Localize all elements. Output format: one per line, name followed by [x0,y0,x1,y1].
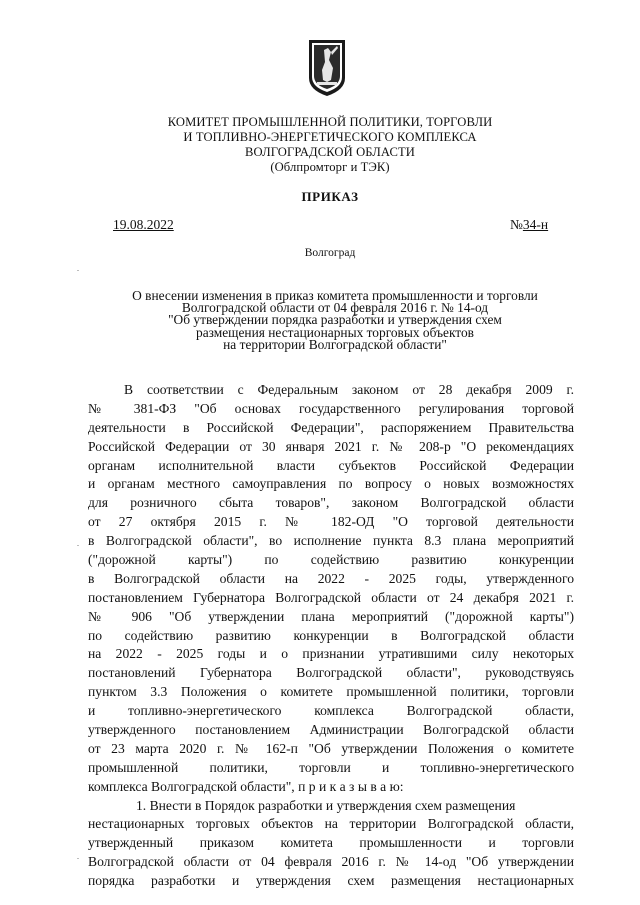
body-line: для розничного сбыта товаров", законом Волгоградской области [88,495,574,511]
scan-margin-mark [77,858,79,859]
organization-name-line: И ТОПЛИВНО-ЭНЕРГЕТИЧЕСКОГО КОМПЛЕКСА [183,130,477,144]
body-line: деятельности в Российской Федерации", распоряжением Правительства [88,419,574,435]
order-subject [95,290,575,351]
body-line: от 23 марта 2020 г. № 162-п "Об утверждении Положения о комитете [88,740,574,756]
body-line: и органам местного самоуправления по вопросу о новых возможностях [88,476,574,492]
subject-line: О внесении изменения в приказ комитета промышленности и торговли [132,288,538,303]
body-line: промышленной политики, торговли и топливно-энергетического [88,759,574,775]
body-line: постановлений Губернатора Волгоградской области", руководствуясь [88,665,574,681]
scan-margin-mark [77,270,79,271]
body-line: утвержденного постановлением Администрации Волгоградской области [88,722,574,738]
subject-line: на территории Волгоградской области" [223,336,447,352]
subject-line: размещения нестационарных торговых объектов [196,324,474,340]
volgograd-coat-of-arms-icon [307,38,347,98]
body-line: от 27 октября 2015 г. № 182-ОД "О торговой деятельности [88,514,574,530]
body-line: № 381-ФЗ "Об основах государственного регулирования торговой [88,400,574,416]
subject-line: Волгоградской области от 04 февраля 2016 г. № 14-од [181,300,489,316]
order-body [88,381,574,891]
body-line: и топливно-энергетического комплекса Волгоградской области, [88,703,574,719]
order-number [510,217,548,233]
body-line: в Волгоградской области на 2022 - 2025 годы, утвержденного [88,570,574,586]
body-line: пунктом 3.3 Положения о комитете промышленной политики, торговли [88,684,574,700]
organization-name-line: ВОЛГОГРАДСКОЙ ОБЛАСТИ [245,145,415,159]
organization-name-line: КОМИТЕТ ПРОМЫШЛЕННОЙ ПОЛИТИКИ, ТОРГОВЛИ [167,115,493,129]
body-line: в Волгоградской области", во исполнение пункта 8.3 плана мероприятий [88,533,574,549]
subject-line: "Об утверждении порядка разработки и утверждения схем [168,312,502,328]
body-line: комплекса Волгоградской области", п р и к а з ы в а ю: [88,778,404,794]
body-line: В соответствии с Федеральным законом от 28 декабря 2009 г. [124,382,574,397]
document-type-title: ПРИКАЗ [301,189,359,204]
body-line: постановлением Губернатора Волгоградской области от 24 декабря 2021 г. [88,589,574,605]
scan-margin-mark [77,545,79,546]
body-line: № 906 "Об утверждении плана мероприятий ("дорожной карты") [88,608,574,624]
body-line: утвержденный приказом комитета промышленности и торговли [88,835,574,851]
body-line: ("дорожной карты") по содействию развитию конкуренции [88,552,574,568]
body-line: Российской Федерации от 30 января 2021 г. № 208-р "О рекомендациях [88,438,574,454]
order-number-prefix: № [510,217,523,232]
body-line: 1. Внести в Порядок разработки и утверждения схем размещения [136,797,516,813]
order-date: 19.08.2022 [113,217,174,232]
body-line: органам исполнительной власти субъектов Российской Федерации [88,457,574,473]
body-line: Волгоградской области от 04 февраля 2016 г. № 14-од "Об утверждении [88,854,574,870]
city-name: Волгоград [304,247,356,259]
order-number-value: 34-н [522,217,549,232]
body-line: порядка разработки и утверждения схем размещения нестационарных [88,873,574,889]
body-line: по содействию развитию конкуренции в Волгоградской области [88,627,574,643]
body-line: на 2022 - 2025 годы и о признании утратившими силу некоторых [88,646,574,662]
organization-abbreviation: (Облпромторг и ТЭК) [270,160,390,174]
body-line: нестационарных торговых объектов на территории Волгоградской области, [88,816,574,832]
